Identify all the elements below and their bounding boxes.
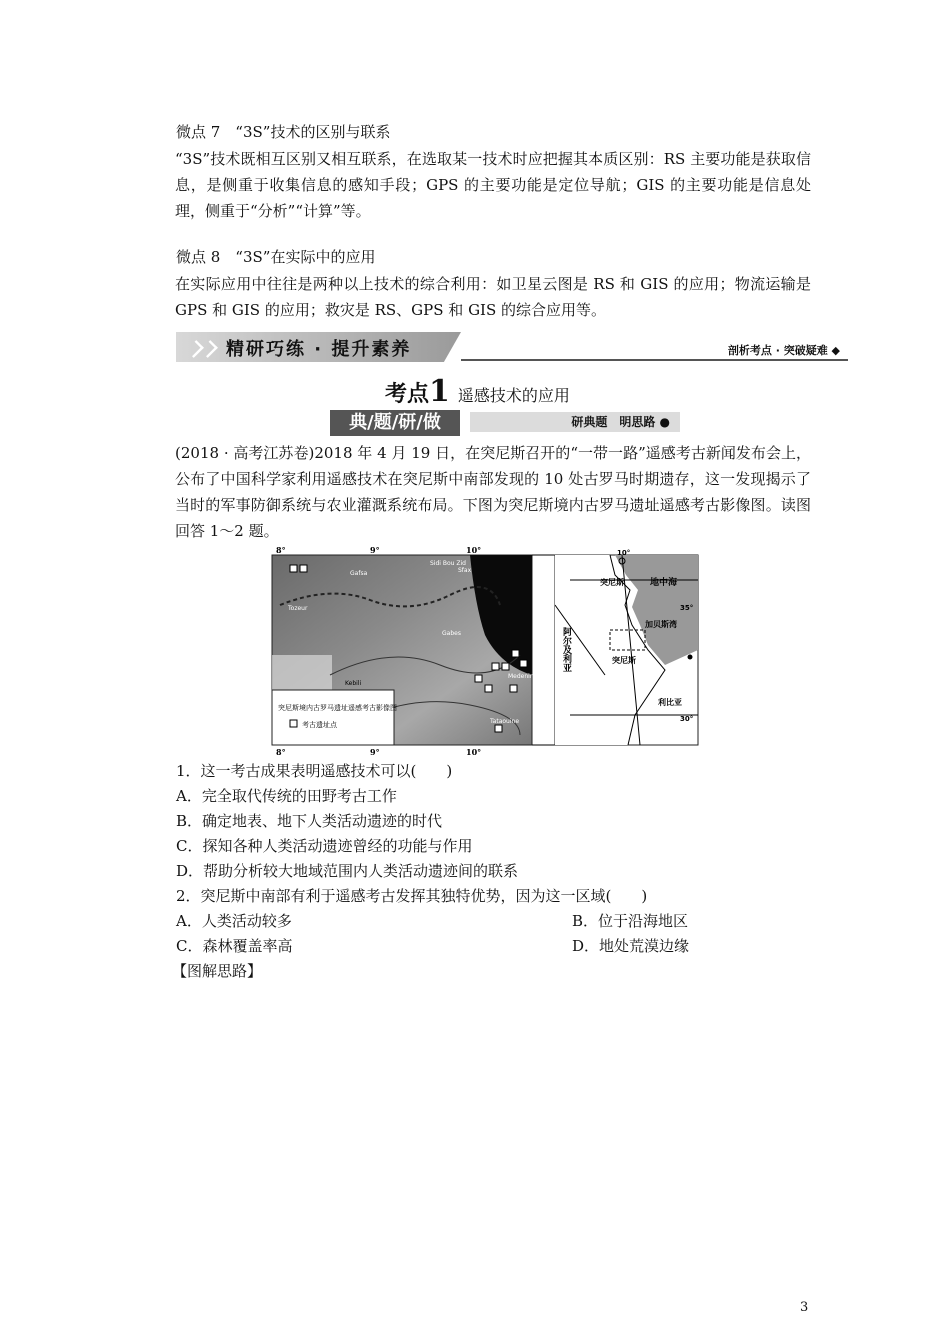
place-label: Tozeur (288, 605, 308, 612)
place-label: Sfax (458, 567, 472, 574)
q2-options-row (176, 935, 736, 957)
lon-label-bottom: 10° (466, 747, 482, 757)
legend-marker (290, 720, 297, 727)
q2-option-a: A．人类活动较多 (176, 912, 292, 930)
legend-box (272, 690, 394, 745)
banner-rule (461, 359, 848, 361)
question-intro: (2018 · 高考江苏卷)2018 年 4 月 19 日，在突尼斯召开的“一带一路”遥感考古新闻发布会上，公布了中国科学家利用遥感技术在突尼斯中南部发现的 10 处古罗马时期遗存，这一发现揭示了当时的军事防御系统与农业灌溉系统布局。下图为突尼斯境内古罗马遗址遥感考古影像图。读图回答 1～2 题。 (175, 444, 811, 540)
topic-number: 1 (429, 374, 450, 409)
q1-option-c: C．探知各种人类活动遗迹曾经的功能与作用 (176, 837, 473, 855)
inset-lon-label: 10° (617, 549, 631, 557)
city-marker (688, 655, 693, 660)
inset-label-sea: 地中海 (650, 578, 678, 588)
place-label: Kebili (345, 680, 362, 687)
inset-lat-30: 30° (680, 715, 694, 723)
topic-label: 考点 (385, 382, 430, 407)
legend-title: 突尼斯境内古罗马遗址遥感考古影像图 (278, 704, 397, 712)
place-label: Sidi Bou Zid (430, 560, 466, 567)
inset-label-gulf: 加贝斯湾 (645, 620, 677, 629)
lon-label-top: 9° (370, 545, 380, 555)
example-header-subtitle: 研典题 明思路 ● (470, 412, 680, 432)
lon-label-bottom: 8° (276, 747, 286, 757)
example-header-title: 典/题/研/做 (330, 410, 460, 436)
inset-lat-35: 35° (680, 604, 694, 612)
q1-stem: 1．这一考古成果表明遥感技术可以( ) (176, 762, 453, 780)
inset-label-algeria: 阿尔及利亚 (561, 627, 571, 672)
section-8-heading: 微点 8 “3S”在实际中的应用 (176, 248, 376, 266)
place-label: Medenine (508, 673, 538, 680)
section-banner (176, 332, 848, 362)
inset-label-tunis-city: 突尼斯 (600, 578, 624, 587)
topic-title: 遥感技术的应用 (457, 386, 570, 405)
inset-label-tunisia: 突尼斯 (612, 656, 636, 665)
diagram-thinking-label: 【图解思路】 (172, 962, 263, 980)
topic-heading (385, 374, 570, 409)
place-label: Tataouine (490, 718, 520, 725)
legend-item: 考古遗址点 (302, 721, 337, 729)
remote-sensing-figure (270, 545, 700, 757)
q2-options-row (176, 910, 736, 932)
section-7-body: “3S”技术既相互区别又相互联系，在选取某一技术时应把握其本质区别：RS 主要功能是获取信息，是侧重于收集信息的感知手段；GPS 的主要功能是定位导航；GIS 的主要功能是信息处理，侧重于“分析”“计算”等。 (175, 150, 811, 220)
place-label: Gabes (442, 630, 461, 637)
q1-option-b: B．确定地表、地下人类活动遗迹的时代 (176, 812, 443, 830)
lon-label-top: 8° (276, 545, 286, 555)
section-8-body: 在实际应用中往往是两种以上技术的综合利用：如卫星云图是 RS 和 GIS 的应用；物流运输是 GPS 和 GIS 的应用；救灾是 RS、GPS 和 GIS 的综合应用等。 (175, 275, 811, 319)
q2-stem: 2．突尼斯中南部有利于遥感考古发挥其独特优势，因为这一区域( ) (176, 887, 648, 905)
q2-option-b: B．位于沿海地区 (572, 912, 689, 930)
banner-subtitle: 剖析考点 · 突破疑难 ◆ (727, 344, 840, 357)
example-header (330, 410, 690, 436)
q1-option-a: A．完全取代传统的田野考古工作 (176, 787, 397, 805)
page-number: 3 (800, 1300, 809, 1315)
banner-title: 精研巧练 · 提升素养 (226, 339, 412, 360)
inset-label-libya: 利比亚 (658, 698, 682, 707)
q1-option-d: D．帮助分析较大地域范围内人类活动遗迹间的联系 (176, 862, 519, 880)
q2-option-d: D．地处荒漠边缘 (572, 937, 690, 955)
lon-label-bottom: 9° (370, 747, 380, 757)
lon-label-top: 10° (466, 545, 482, 555)
q2-option-c: C．森林覆盖率高 (176, 937, 293, 955)
section-7-heading: 微点 7 “3S”技术的区别与联系 (176, 123, 391, 141)
place-label: Gafsa (350, 570, 368, 577)
